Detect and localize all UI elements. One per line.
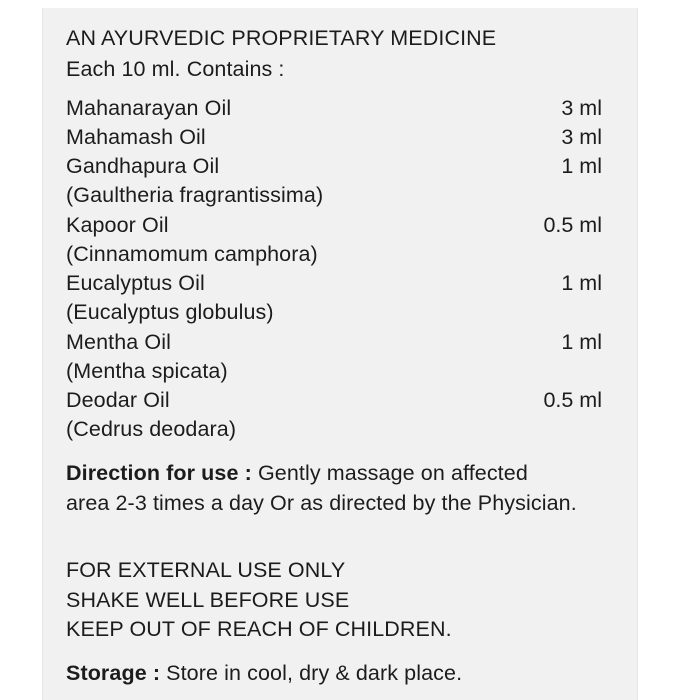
ingredient-quantity: 3 ml [561, 96, 602, 120]
ingredient-name: Kapoor Oil [66, 213, 169, 237]
ingredient-name: Gandhapura Oil [66, 154, 220, 178]
warning-shake-well: SHAKE WELL BEFORE USE [66, 588, 350, 612]
ingredient-name: Deodar Oil [66, 388, 170, 412]
direction-line-1 [66, 460, 528, 486]
ingredient-quantity: 0.5 ml [543, 213, 602, 237]
medicine-type-heading: AN AYURVEDIC PROPRIETARY MEDICINE [66, 26, 497, 50]
storage-line [66, 660, 462, 686]
ingredient-quantity: 1 ml [561, 154, 602, 178]
storage-label: Storage : [66, 661, 161, 685]
direction-text: Gently massage on affected [251, 461, 528, 485]
ingredient-quantity: 3 ml [561, 125, 602, 149]
ingredient-name: Mentha Oil [66, 330, 171, 354]
direction-line-2: area 2-3 times a day Or as directed by the Physician. [66, 491, 577, 515]
ingredient-botanical-name: (Eucalyptus globulus) [66, 300, 274, 324]
contains-label: Each 10 ml. Contains : [66, 57, 285, 81]
storage-text: Store in cool, dry & dark place. [160, 661, 463, 685]
ingredient-botanical-name: (Mentha spicata) [66, 359, 228, 383]
direction-label: Direction for use : [66, 461, 252, 485]
ingredient-quantity: 1 ml [561, 330, 602, 354]
ingredient-botanical-name: (Cinnamomum camphora) [66, 242, 318, 266]
warning-keep-away-children: KEEP OUT OF REACH OF CHILDREN. [66, 617, 452, 641]
ingredient-botanical-name: (Cedrus deodara) [66, 417, 237, 441]
ingredient-quantity: 1 ml [561, 271, 602, 295]
warning-external-use: FOR EXTERNAL USE ONLY [66, 558, 346, 582]
ingredient-name: Eucalyptus Oil [66, 271, 205, 295]
ingredient-name: Mahamash Oil [66, 125, 206, 149]
ingredient-name: Mahanarayan Oil [66, 96, 232, 120]
ingredient-botanical-name: (Gaultheria fragrantissima) [66, 183, 324, 207]
ingredient-quantity: 0.5 ml [543, 388, 602, 412]
